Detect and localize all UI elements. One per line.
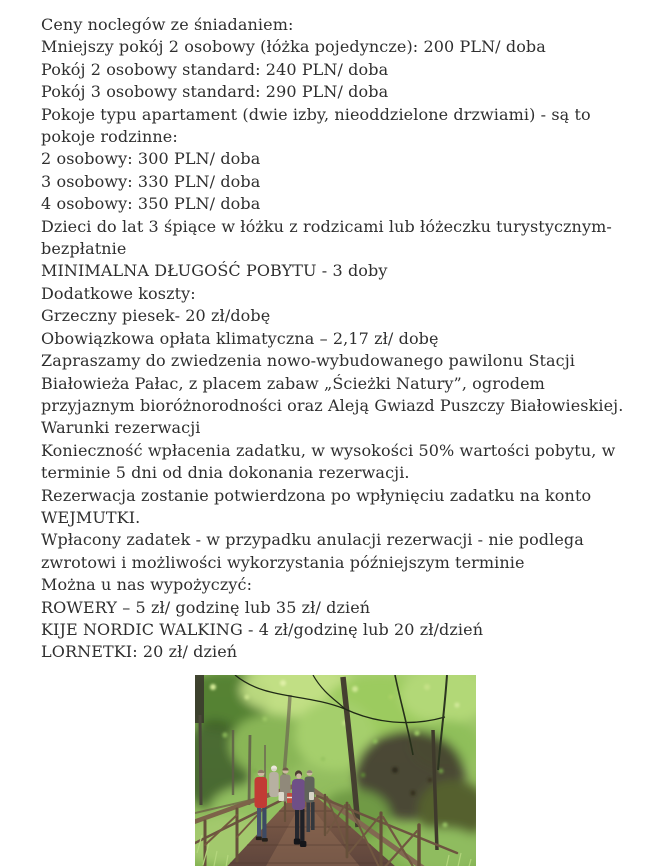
text-line: LORNETKI: 20 zł/ dzień (41, 642, 238, 662)
text-line: Wpłacony zadatek - w przypadku anulacji rezerwacji - nie podlega (41, 530, 584, 550)
text-line: Pokój 2 osobowy standard: 240 PLN/ doba (41, 59, 389, 79)
text-line: WEJMUTKI. (41, 507, 141, 527)
text-line: ROWERY – 5 zł/ godzinę lub 35 zł/ dzień (41, 597, 371, 617)
text-line: 3 osobowy: 330 PLN/ doba (41, 171, 261, 191)
text-line: Dzieci do lat 3 śpiące w łóżku z rodzicami lub łóżeczku turystycznym- (41, 216, 612, 236)
text-block (41, 14, 643, 664)
text-line: Obowiązkowa opłata klimatyczna – 2,17 zł/ dobę (41, 328, 439, 348)
forest-boardwalk-photo (195, 675, 476, 866)
text-line: Białowieża Pałac, z placem zabaw „Ścieżki Natury”, ogrodem (41, 373, 545, 393)
text-line: Zapraszamy do zwiedzenia nowo-wybudowanego pawilonu Stacji (41, 351, 576, 371)
text-line: bezpłatnie (41, 239, 127, 259)
text-line: Rezerwacja zostanie potwierdzona po wpłynięciu zadatku na konto (41, 485, 592, 505)
text-line: MINIMALNA DŁUGOŚĆ POBYTU - 3 doby (41, 261, 388, 281)
text-line: Można u nas wypożyczyć: (41, 575, 253, 595)
text-line: Warunki rezerwacji (41, 418, 201, 438)
text-line: 4 osobowy: 350 PLN/ doba (41, 194, 261, 214)
text-line: Dodatkowe koszty: (41, 283, 196, 303)
text-line: pokoje rodzinne: (41, 127, 178, 147)
text-line: Grzeczny piesek- 20 zł/dobę (41, 306, 271, 326)
text-line: Pokoje typu apartament (dwie izby, nieoddzielone drzwiami) - są to (41, 104, 591, 124)
text-line: Ceny noclegów ze śniadaniem: (41, 15, 294, 34)
text-line: 2 osobowy: 300 PLN/ doba (41, 149, 261, 169)
text-line: Mniejszy pokój 2 osobowy (łóżka pojedyncze): 200 PLN/ doba (41, 37, 546, 57)
text-line: terminie 5 dni od dnia dokonania rezerwacji. (41, 463, 410, 483)
text-line: przyjaznym bioróżnorodności oraz Aleją Gwiazd Puszczy Białowieskiej. (41, 395, 624, 415)
text-line: Pokój 3 osobowy standard: 290 PLN/ doba (41, 82, 389, 102)
text-line: KIJE NORDIC WALKING - 4 zł/godzinę lub 20 zł/dzień (41, 619, 484, 639)
text-line: zwrotowi i możliwości wykorzystania późniejszym terminie (41, 552, 525, 572)
text-line: Konieczność wpłacenia zadatku, w wysokości 50% wartości pobytu, w (41, 440, 616, 460)
